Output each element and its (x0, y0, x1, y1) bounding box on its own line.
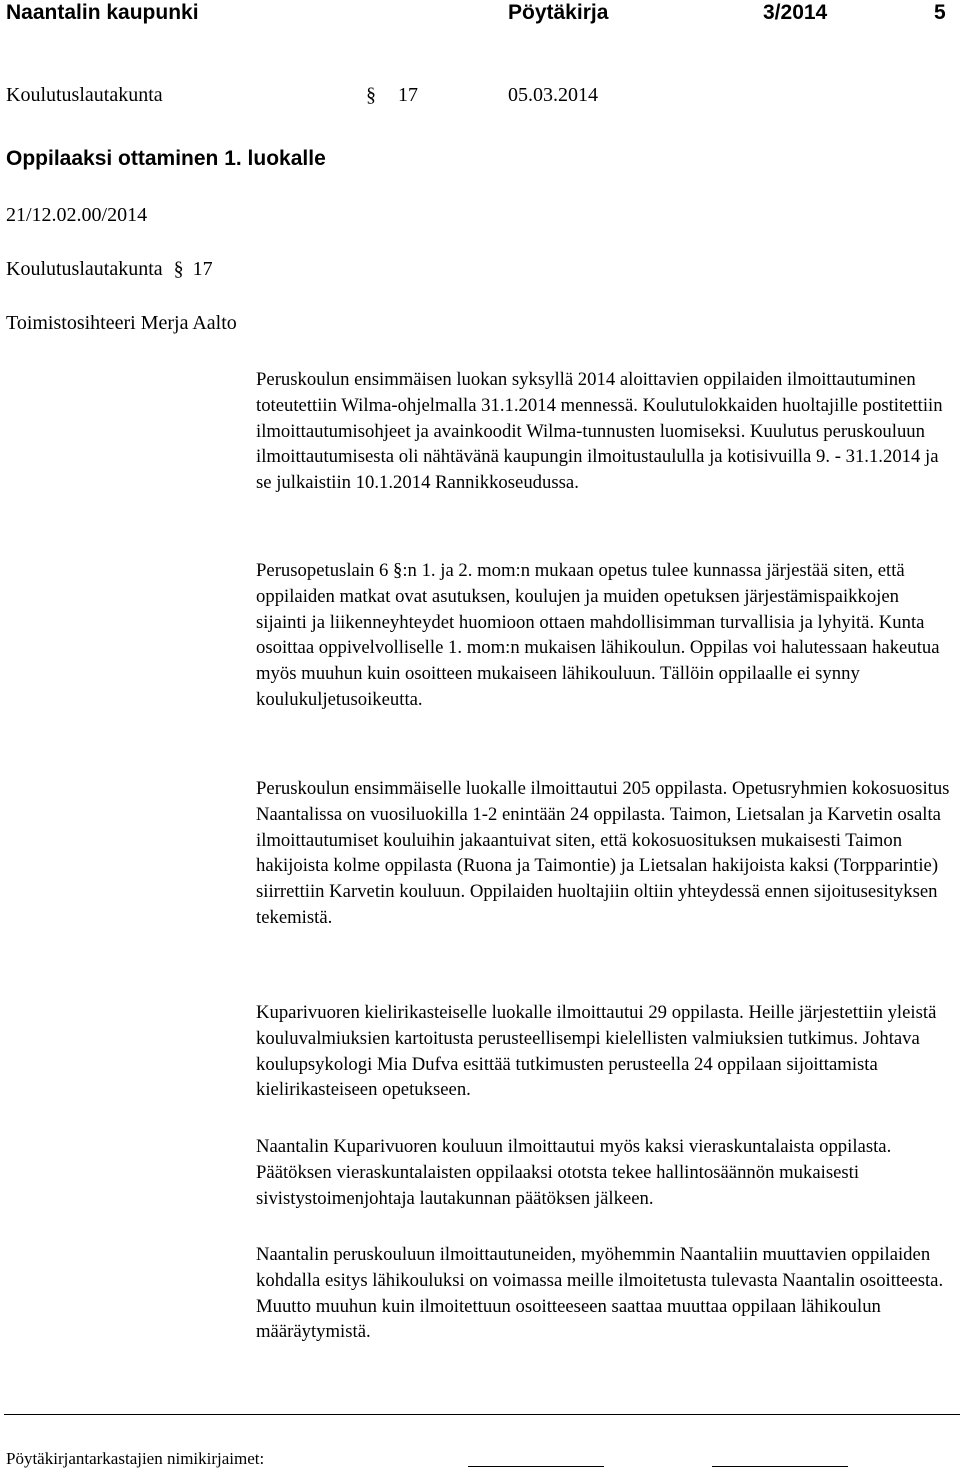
paragraph-other-municipality (256, 1134, 954, 1211)
paragraph-text: Perusopetuslain 6 §:n 1. ja 2. mom:n mukaan opetus tulee kunnassa järjestää siten, että oppilaiden matkat ovat asutuksen, koulujen ja muiden opetuksen järjestämispaikkojen sijainti ja liikenneyhteydet huomioon ottaen mahdollisimman turvallisia ja lyhyitä. Kunta osoittaa oppivelvolliselle 1. mom:n mukaisen lähikoulun. Oppilas voi halutessaan hakeutua myös muuhun kuin osoitteen mukaiseen lähikouluun. Tällöin oppilaalle ei synny koulukuljetusoikeutta. (256, 560, 940, 710)
signature-line-1 (468, 1466, 604, 1467)
case-section-sign: § (173, 258, 184, 280)
meeting-date: 05.03.2014 (508, 84, 598, 106)
case-number: 21/12.02.00/2014 (6, 204, 148, 226)
meeting-section-sign: § (366, 84, 376, 106)
paragraph-law (256, 558, 954, 713)
footer-divider (4, 1414, 960, 1415)
paragraph-text: Peruskoulun ensimmäisen luokan syksyllä 2014 aloittavien oppilaiden ilmoittautuminen toteutettiin Wilma-ohjelmalla 31.1.2014 mennessä. Koulutulokkaiden huoltajille postitettiin ilmoittautumisohjeet ja avainkoodit Wilma-tunnusten luomiseksi. Kuulutus peruskouluun ilmoittautumisesta oli nähtävänä kaupungin ilmoitustaululla ja kotisivuilla 9. - 31.1.2014 ja se julkaistiin 10.1.2014 Rannikkoseudussa. (256, 369, 943, 494)
paragraph-moving-pupils (256, 1242, 954, 1345)
header-city: Naantalin kaupunki (6, 1, 199, 24)
case-body (6, 256, 213, 282)
paragraph-registration (256, 367, 954, 496)
header-doc-number: 3/2014 (763, 1, 828, 24)
paragraph-text: Naantalin peruskouluun ilmoittautuneiden, myöhemmin Naantaliin muuttavien oppilaiden kohdalla esitys lähikouluksi on voimassa meille ilmoitetusta tulevasta Naantalin osoitteesta. Muutto muuhun kuin ilmoitettuun osoitteeseen saattaa muuttaa oppilaan lähikoulun määräytymistä. (256, 1244, 944, 1343)
case-body-name: Koulutuslautakunta (6, 258, 163, 280)
page-title: Oppilaaksi ottaminen 1. luokalle (6, 147, 326, 170)
header-doc-type: Pöytäkirja (508, 1, 609, 24)
signature-line-2 (712, 1466, 848, 1467)
paragraph-first-grade (256, 776, 954, 931)
case-preparer: Toimistosihteeri Merja Aalto (6, 312, 237, 334)
meeting-section: 17 (398, 84, 418, 106)
case-section: 17 (192, 258, 213, 280)
header-page-number: 5 (934, 1, 946, 24)
meeting-body: Koulutuslautakunta (6, 84, 163, 106)
paragraph-text: Peruskoulun ensimmäiselle luokalle ilmoittautui 205 oppilasta. Opetusryhmien kokosuositus Naantalissa on vuosiluokilla 1-2 enintään 24 oppilasta. Taimon, Lietsalan ja Karvetin osalta ilmoittautumiset kouluihin jakaantuivat siten, että kokosuosituksen mukaisesti Taimon hakijoista kolme oppilasta (Ruona ja Taimontie) ja Lietsalan hakijoista kaksi (Torpparintie) siirrettiin Karvetin kouluun. Oppilaiden huoltajiin oltiin yhteydessä ennen sijoitusesityksen tekemistä. (256, 778, 950, 928)
paragraph-text: Naantalin Kuparivuoren kouluun ilmoittautui myös kaksi vieraskuntalaista oppilasta. Päätöksen vieraskuntalaisten oppilaaksi ototsta tekee hallintosäännön mukaisesti sivistystoimenjohtaja lautakunnan päätöksen jälkeen. (256, 1136, 892, 1209)
paragraph-language-class (256, 1000, 954, 1103)
paragraph-text: Kuparivuoren kielirikasteiselle luokalle ilmoittautui 29 oppilasta. Heille järjestettiin yleistä kouluvalmiuksien kartoitusta perusteellisempi kielellisten valmiuksien tutkimus. Johtava koulupsykologi Mia Dufva esittää tutkimusten perusteella 24 oppilaan sijoittamista kielirikasteiseen opetukseen. (256, 1002, 937, 1101)
footer-initials-label: Pöytäkirjantarkastajien nimikirjaimet: (6, 1449, 265, 1468)
